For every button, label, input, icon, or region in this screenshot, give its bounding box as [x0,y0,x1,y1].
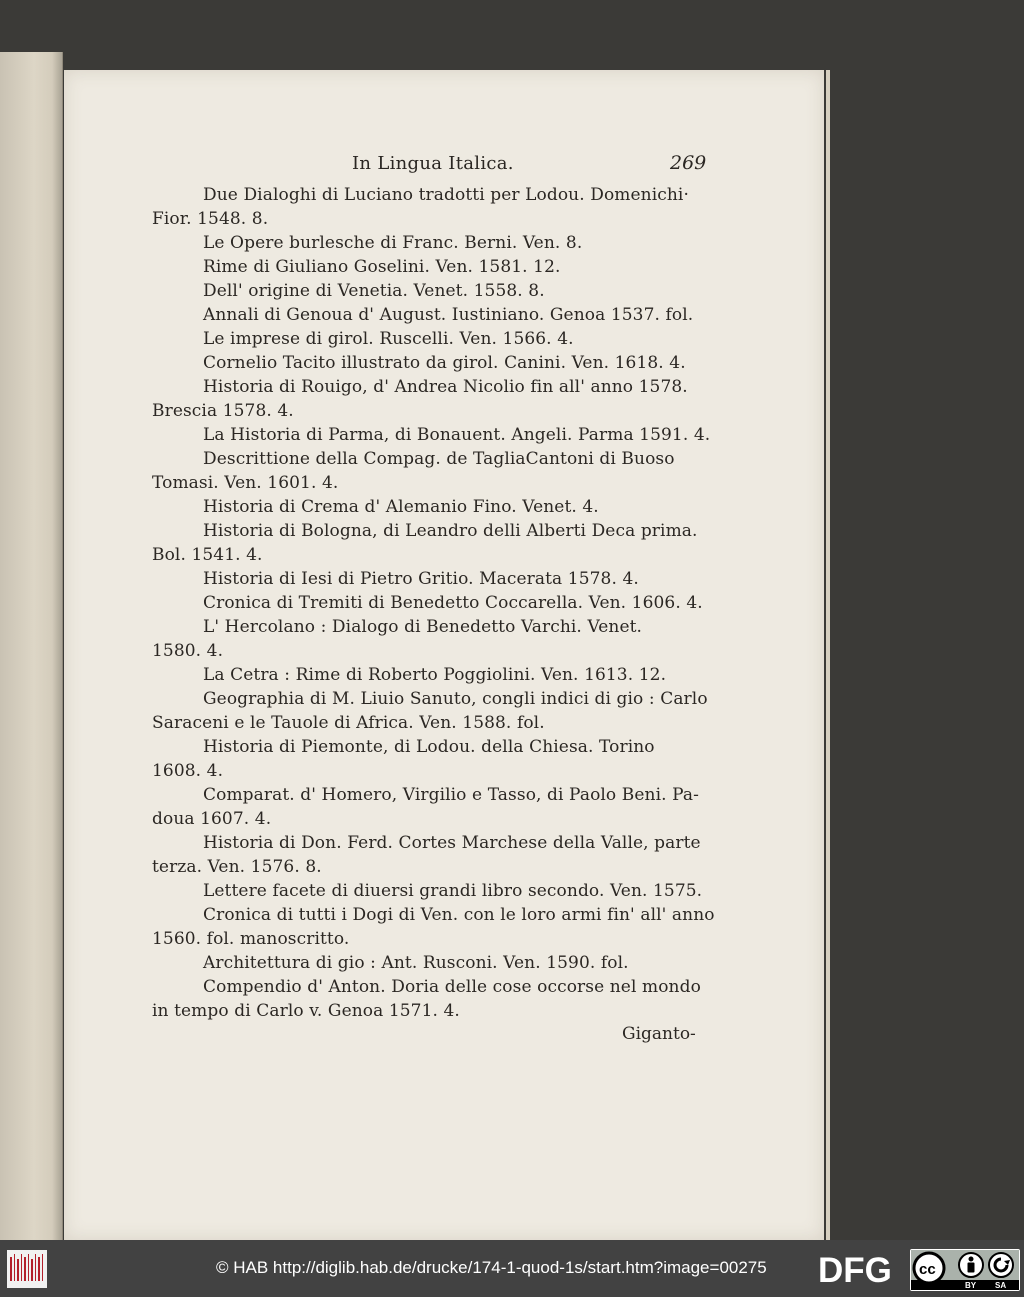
text-line: 1560. fol. manoscritto. [152,929,350,949]
page-fore-edge [826,70,830,1240]
text-line: Compendio d' Anton. Doria delle cose occorse nel mondo [203,977,701,997]
text-line: doua 1607. 4. [152,809,272,829]
viewer-footer [0,1240,1024,1297]
text-line: L' Hercolano : Dialogo di Benedetto Varchi. Venet. [203,617,643,637]
catchword: Giganto- [622,1024,696,1044]
text-line: Tomasi. Ven. 1601. 4. [152,473,339,493]
text-line: Rime di Giuliano Goselini. Ven. 1581. 12. [203,257,561,277]
text-line: Annali di Genoua d' August. Iustiniano. Genoa 1537. fol. [203,305,694,325]
text-line: Descrittione della Compag. de TagliaCantoni di Buoso [203,449,675,469]
svg-text:SA: SA [995,1281,1007,1290]
text-line: Historia di Crema d' Alemanio Fino. Venet. 4. [203,497,599,517]
text-line: Saraceni e le Tauole di Africa. Ven. 1588. fol. [152,713,545,733]
text-line: Bol. 1541. 4. [152,545,263,565]
page-number: 269 [670,152,707,174]
text-line: La Historia di Parma, di Bonauent. Angeli. Parma 1591. 4. [203,425,711,445]
text-line: in tempo di Carlo v. Genoa 1571. 4. [152,1001,460,1021]
text-line: Cronica di Tremiti di Benedetto Coccarella. Ven. 1606. 4. [203,593,703,613]
text-line: Historia di Rouigo, d' Andrea Nicolio fin all' anno 1578. [203,377,688,397]
text-line: Architettura di gio : Ant. Rusconi. Ven. 1590. fol. [203,953,629,973]
running-head: In Lingua Italica. [352,153,514,174]
text-line: Le Opere burlesche di Franc. Berni. Ven. 8. [203,233,583,253]
cc-by-sa-license-icon[interactable] [910,1249,1020,1291]
text-line: Lettere facete di diuersi grandi libro secondo. Ven. 1575. [203,881,703,901]
svg-text:cc: cc [919,1261,936,1278]
text-line: Dell' origine di Venetia. Venet. 1558. 8. [203,281,545,301]
text-line: Historia di Don. Ferd. Cortes Marchese della Valle, parte [203,833,701,853]
svg-text:DFG: DFG [818,1251,892,1290]
text-line: Historia di Iesi di Pietro Gritio. Macerata 1578. 4. [203,569,639,589]
text-line: terza. Ven. 1576. 8. [152,857,322,877]
text-line: Due Dialoghi di Luciano tradotti per Lodou. Domenichi· [203,185,689,205]
text-line: 1608. 4. [152,761,224,781]
text-line: Geographia di M. Liuio Sanuto, congli indici di gio : Carlo [203,689,708,709]
text-line: Brescia 1578. 4. [152,401,294,421]
library-barcode-icon [7,1250,47,1288]
text-line: Le imprese di girol. Ruscelli. Ven. 1566. 4. [203,329,574,349]
text-line: Fior. 1548. 8. [152,209,269,229]
facing-page-edge [0,52,63,1240]
text-line: Cronica di tutti i Dogi di Ven. con le loro armi fin' all' anno [203,905,715,925]
text-line: 1580. 4. [152,641,224,661]
dfg-logo[interactable] [815,1248,910,1290]
text-line: La Cetra : Rime di Roberto Poggiolini. Ven. 1613. 12. [203,665,667,685]
text-line: Historia di Bologna, di Leandro delli Alberti Deca prima. [203,521,698,541]
text-line: Cornelio Tacito illustrato da girol. Canini. Ven. 1618. 4. [203,353,686,373]
text-line: Comparat. d' Homero, Virgilio e Tasso, di Paolo Beni. Pa- [203,785,699,805]
copyright-link[interactable]: © HAB http://diglib.hab.de/drucke/174-1-quod-1s/start.htm?image=00275 [216,1258,767,1277]
text-line: Historia di Piemonte, di Lodou. della Chiesa. Torino [203,737,655,757]
svg-text:BY: BY [965,1281,977,1290]
